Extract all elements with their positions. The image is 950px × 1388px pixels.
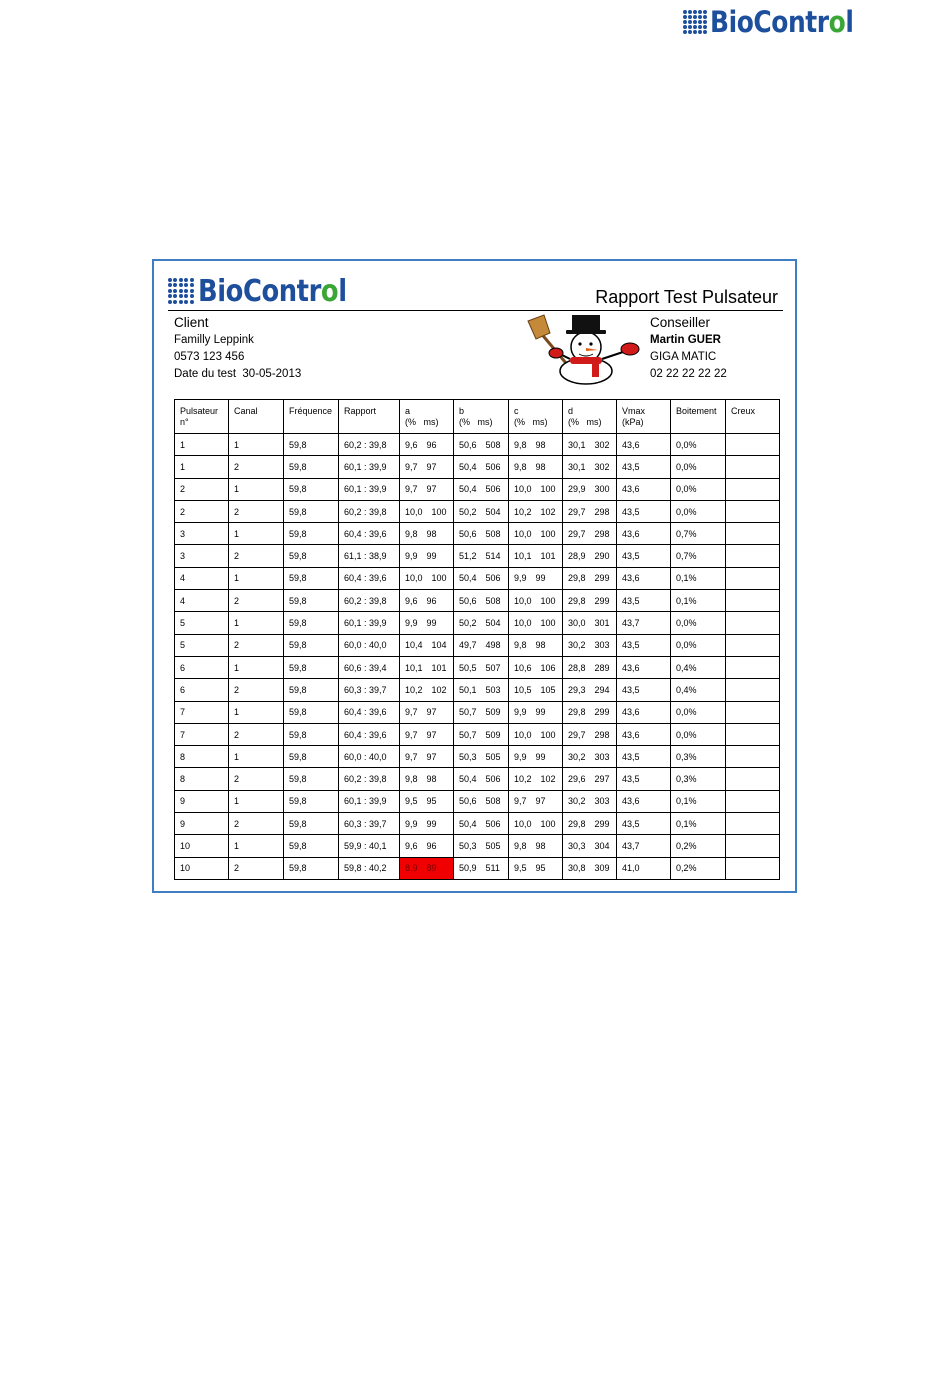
- cell-vmax: 43,6: [617, 434, 671, 456]
- cell-b: 50,2 504: [454, 612, 509, 634]
- cell-pulsateur: 2: [175, 478, 229, 500]
- cell-a: 9,6 96: [400, 434, 454, 456]
- cell-c: 9,8 98: [509, 835, 563, 857]
- cell-c: 10,1 101: [509, 545, 563, 567]
- cell-creux: [726, 434, 780, 456]
- cell-canal: 2: [229, 456, 284, 478]
- cell-boitement: 0,1%: [671, 790, 726, 812]
- cell-b: 50,6 508: [454, 590, 509, 612]
- cell-b: 50,3 505: [454, 746, 509, 768]
- brand-wordmark: BioControl: [198, 273, 347, 309]
- cell-creux: [726, 701, 780, 723]
- cell-rapport: 60,0 : 40,0: [339, 634, 400, 656]
- cell-b: 50,1 503: [454, 679, 509, 701]
- cell-pulsateur: 10: [175, 835, 229, 857]
- cell-canal: 2: [229, 768, 284, 790]
- table-row: [175, 701, 780, 723]
- column-header: Rapport: [339, 400, 400, 434]
- cell-canal: 2: [229, 857, 284, 879]
- cell-canal: 2: [229, 590, 284, 612]
- cell-a: 9,9 99: [400, 612, 454, 634]
- cell-d: 30,8 309: [563, 857, 617, 879]
- cell-boitement: 0,1%: [671, 813, 726, 835]
- table-row: [175, 746, 780, 768]
- cell-rapport: 60,6 : 39,4: [339, 656, 400, 678]
- table-row: [175, 434, 780, 456]
- cell-boitement: 0,3%: [671, 768, 726, 790]
- cell-d: 28,9 290: [563, 545, 617, 567]
- cell-rapport: 61,1 : 38,9: [339, 545, 400, 567]
- cell-a: 10,0 100: [400, 500, 454, 522]
- cell-a: 9,7 97: [400, 723, 454, 745]
- cell-creux: [726, 723, 780, 745]
- cell-rapport: 60,2 : 39,8: [339, 590, 400, 612]
- cell-creux: [726, 634, 780, 656]
- cell-pulsateur: 6: [175, 656, 229, 678]
- cell-boitement: 0,0%: [671, 634, 726, 656]
- cell-pulsateur: 4: [175, 567, 229, 589]
- cell-frequence: 59,8: [284, 567, 339, 589]
- table-row: [175, 656, 780, 678]
- cell-pulsateur: 3: [175, 545, 229, 567]
- table-row: [175, 523, 780, 545]
- cell-c: 9,9 99: [509, 746, 563, 768]
- cell-creux: [726, 768, 780, 790]
- cell-boitement: 0,2%: [671, 835, 726, 857]
- table-header-row: [175, 400, 780, 434]
- cell-a: 10,2 102: [400, 679, 454, 701]
- cell-canal: 2: [229, 500, 284, 522]
- report-title: Rapport Test Pulsateur: [595, 287, 778, 307]
- cell-a: 9,7 97: [400, 746, 454, 768]
- brand-wordmark: BioControl: [710, 5, 854, 39]
- cell-creux: [726, 746, 780, 768]
- cell-pulsateur: 1: [175, 456, 229, 478]
- cell-canal: 1: [229, 656, 284, 678]
- cell-b: 50,7 509: [454, 723, 509, 745]
- cell-creux: [726, 523, 780, 545]
- cell-vmax: 43,5: [617, 590, 671, 612]
- column-header: Vmax (kPa): [617, 400, 671, 434]
- cell-canal: 1: [229, 567, 284, 589]
- cell-frequence: 59,8: [284, 768, 339, 790]
- cell-creux: [726, 590, 780, 612]
- report-brand-logo: [168, 275, 371, 307]
- cell-frequence: 59,8: [284, 790, 339, 812]
- client-phone: 0573 123 456: [174, 351, 245, 363]
- cell-b: 49,7 498: [454, 634, 509, 656]
- cell-canal: 1: [229, 701, 284, 723]
- table-row: [175, 835, 780, 857]
- report-panel: [152, 259, 797, 893]
- cell-creux: [726, 500, 780, 522]
- cell-frequence: 59,8: [284, 746, 339, 768]
- cell-canal: 1: [229, 434, 284, 456]
- cell-c: 9,9 99: [509, 701, 563, 723]
- conseiller-block: [650, 314, 727, 383]
- table-row: [175, 500, 780, 522]
- cell-canal: 2: [229, 679, 284, 701]
- cell-vmax: 43,5: [617, 679, 671, 701]
- table-row: [175, 456, 780, 478]
- cell-canal: 1: [229, 478, 284, 500]
- cell-pulsateur: 1: [175, 434, 229, 456]
- cell-c: 10,2 102: [509, 500, 563, 522]
- table-row: [175, 478, 780, 500]
- cell-a: 9,9 99: [400, 545, 454, 567]
- cell-a: 9,5 95: [400, 790, 454, 812]
- cell-c: 9,9 99: [509, 567, 563, 589]
- cell-vmax: 43,6: [617, 478, 671, 500]
- cell-boitement: 0,0%: [671, 612, 726, 634]
- client-name: Familly Leppink: [174, 334, 254, 346]
- cell-d: 30,2 303: [563, 634, 617, 656]
- cell-d: 29,8 299: [563, 813, 617, 835]
- logo-dots-icon: [683, 10, 707, 34]
- cell-vmax: 43,7: [617, 612, 671, 634]
- test-date: Date du test 30-05-2013: [174, 368, 302, 380]
- cell-boitement: 0,1%: [671, 567, 726, 589]
- cell-d: 30,0 301: [563, 612, 617, 634]
- cell-a: 9,6 96: [400, 835, 454, 857]
- cell-canal: 1: [229, 746, 284, 768]
- cell-frequence: 59,8: [284, 723, 339, 745]
- cell-pulsateur: 9: [175, 790, 229, 812]
- cell-vmax: 43,6: [617, 723, 671, 745]
- logo-dots-icon: [168, 278, 194, 304]
- cell-a: 8,9 89: [400, 857, 454, 879]
- cell-b: 50,5 507: [454, 656, 509, 678]
- cell-b: 50,4 506: [454, 456, 509, 478]
- cell-c: 9,5 95: [509, 857, 563, 879]
- cell-creux: [726, 835, 780, 857]
- cell-a: 10,0 100: [400, 567, 454, 589]
- cell-frequence: 59,8: [284, 813, 339, 835]
- cell-vmax: 41,0: [617, 857, 671, 879]
- cell-pulsateur: 7: [175, 701, 229, 723]
- cell-b: 50,9 511: [454, 857, 509, 879]
- cell-b: 51,2 514: [454, 545, 509, 567]
- cell-c: 10,2 102: [509, 768, 563, 790]
- cell-frequence: 59,8: [284, 679, 339, 701]
- cell-rapport: 60,2 : 39,8: [339, 500, 400, 522]
- cell-creux: [726, 790, 780, 812]
- cell-frequence: 59,8: [284, 634, 339, 656]
- cell-d: 29,6 297: [563, 768, 617, 790]
- cell-c: 9,8 98: [509, 634, 563, 656]
- cell-boitement: 0,4%: [671, 656, 726, 678]
- cell-boitement: 0,7%: [671, 545, 726, 567]
- cell-frequence: 59,8: [284, 590, 339, 612]
- cell-a: 9,6 96: [400, 590, 454, 612]
- cell-a: 9,7 97: [400, 456, 454, 478]
- cell-frequence: 59,8: [284, 434, 339, 456]
- cell-creux: [726, 478, 780, 500]
- cell-creux: [726, 612, 780, 634]
- cell-rapport: 60,0 : 40,0: [339, 746, 400, 768]
- cell-vmax: 43,6: [617, 567, 671, 589]
- cell-d: 29,8 299: [563, 701, 617, 723]
- column-header: Canal: [229, 400, 284, 434]
- cell-boitement: 0,0%: [671, 456, 726, 478]
- cell-canal: 1: [229, 835, 284, 857]
- cell-pulsateur: 6: [175, 679, 229, 701]
- column-header: Creux: [726, 400, 780, 434]
- table-row: [175, 790, 780, 812]
- cell-b: 50,2 504: [454, 500, 509, 522]
- cell-rapport: 60,4 : 39,6: [339, 723, 400, 745]
- cell-vmax: 43,5: [617, 545, 671, 567]
- brand-logo-top: [683, 6, 877, 38]
- cell-vmax: 43,5: [617, 813, 671, 835]
- cell-canal: 2: [229, 545, 284, 567]
- cell-c: 10,0 100: [509, 590, 563, 612]
- cell-c: 10,0 100: [509, 723, 563, 745]
- conseiller-company: GIGA MATIC: [650, 351, 717, 363]
- cell-boitement: 0,3%: [671, 746, 726, 768]
- cell-boitement: 0,0%: [671, 723, 726, 745]
- cell-creux: [726, 545, 780, 567]
- cell-creux: [726, 656, 780, 678]
- title-divider: [168, 310, 783, 311]
- table-row: [175, 813, 780, 835]
- cell-pulsateur: 10: [175, 857, 229, 879]
- cell-vmax: 43,5: [617, 634, 671, 656]
- cell-creux: [726, 567, 780, 589]
- cell-c: 9,8 98: [509, 434, 563, 456]
- client-block: [174, 314, 301, 383]
- cell-vmax: 43,7: [617, 835, 671, 857]
- cell-rapport: 60,1 : 39,9: [339, 790, 400, 812]
- table-row: [175, 679, 780, 701]
- cell-b: 50,6 508: [454, 523, 509, 545]
- cell-vmax: 43,5: [617, 746, 671, 768]
- cell-d: 29,7 298: [563, 723, 617, 745]
- cell-b: 50,4 506: [454, 813, 509, 835]
- cell-frequence: 59,8: [284, 835, 339, 857]
- cell-b: 50,3 505: [454, 835, 509, 857]
- cell-c: 9,7 97: [509, 790, 563, 812]
- cell-rapport: 59,8 : 40,2: [339, 857, 400, 879]
- cell-boitement: 0,7%: [671, 523, 726, 545]
- cell-b: 50,4 506: [454, 768, 509, 790]
- cell-canal: 2: [229, 723, 284, 745]
- cell-d: 29,9 300: [563, 478, 617, 500]
- table-row: [175, 545, 780, 567]
- cell-pulsateur: 4: [175, 590, 229, 612]
- table-row: [175, 567, 780, 589]
- cell-b: 50,6 508: [454, 434, 509, 456]
- cell-d: 30,1 302: [563, 456, 617, 478]
- cell-creux: [726, 857, 780, 879]
- cell-creux: [726, 679, 780, 701]
- cell-pulsateur: 3: [175, 523, 229, 545]
- cell-frequence: 59,8: [284, 612, 339, 634]
- column-header: Boitement: [671, 400, 726, 434]
- cell-boitement: 0,0%: [671, 500, 726, 522]
- cell-frequence: 59,8: [284, 456, 339, 478]
- cell-creux: [726, 813, 780, 835]
- cell-d: 30,1 302: [563, 434, 617, 456]
- cell-frequence: 59,8: [284, 545, 339, 567]
- cell-frequence: 59,8: [284, 478, 339, 500]
- pulsator-table: [174, 399, 780, 880]
- cell-rapport: 60,3 : 39,7: [339, 679, 400, 701]
- cell-a: 10,1 101: [400, 656, 454, 678]
- cell-rapport: 60,4 : 39,6: [339, 701, 400, 723]
- cell-rapport: 60,4 : 39,6: [339, 523, 400, 545]
- conseiller-phone: 02 22 22 22 22: [650, 368, 727, 380]
- cell-boitement: 0,0%: [671, 701, 726, 723]
- cell-rapport: 60,1 : 39,9: [339, 456, 400, 478]
- cell-d: 30,3 304: [563, 835, 617, 857]
- cell-canal: 2: [229, 813, 284, 835]
- cell-rapport: 60,1 : 39,9: [339, 612, 400, 634]
- cell-boitement: 0,1%: [671, 590, 726, 612]
- cell-a: 9,8 98: [400, 523, 454, 545]
- cell-pulsateur: 5: [175, 634, 229, 656]
- column-header: d (% ms): [563, 400, 617, 434]
- cell-vmax: 43,6: [617, 656, 671, 678]
- cell-frequence: 59,8: [284, 701, 339, 723]
- cell-d: 29,7 298: [563, 500, 617, 522]
- column-header: Pulsateur n°: [175, 400, 229, 434]
- cell-pulsateur: 8: [175, 768, 229, 790]
- cell-a: 9,7 97: [400, 478, 454, 500]
- cell-c: 10,0 100: [509, 478, 563, 500]
- cell-canal: 2: [229, 634, 284, 656]
- cell-c: 10,5 105: [509, 679, 563, 701]
- cell-pulsateur: 7: [175, 723, 229, 745]
- cell-c: 10,0 100: [509, 813, 563, 835]
- cell-a: 9,7 97: [400, 701, 454, 723]
- cell-b: 50,7 509: [454, 701, 509, 723]
- cell-frequence: 59,8: [284, 500, 339, 522]
- cell-d: 29,8 299: [563, 567, 617, 589]
- cell-a: 10,4 104: [400, 634, 454, 656]
- table-row: [175, 723, 780, 745]
- cell-frequence: 59,8: [284, 857, 339, 879]
- cell-vmax: 43,5: [617, 456, 671, 478]
- table-row: [175, 612, 780, 634]
- cell-vmax: 43,5: [617, 500, 671, 522]
- cell-pulsateur: 2: [175, 500, 229, 522]
- cell-canal: 1: [229, 612, 284, 634]
- cell-vmax: 43,5: [617, 768, 671, 790]
- cell-b: 50,4 506: [454, 478, 509, 500]
- cell-a: 9,9 99: [400, 813, 454, 835]
- table-row: [175, 857, 780, 879]
- table-row: [175, 590, 780, 612]
- cell-boitement: 0,0%: [671, 478, 726, 500]
- column-header: Fréquence: [284, 400, 339, 434]
- cell-rapport: 60,1 : 39,9: [339, 478, 400, 500]
- cell-rapport: 60,4 : 39,6: [339, 567, 400, 589]
- column-header: a (% ms): [400, 400, 454, 434]
- cell-d: 30,2 303: [563, 746, 617, 768]
- cell-vmax: 43,6: [617, 790, 671, 812]
- cell-a: 9,8 98: [400, 768, 454, 790]
- cell-vmax: 43,6: [617, 523, 671, 545]
- cell-boitement: 0,2%: [671, 857, 726, 879]
- cell-d: 29,8 299: [563, 590, 617, 612]
- conseiller-heading: Conseiller: [650, 315, 711, 330]
- cell-c: 10,0 100: [509, 523, 563, 545]
- cell-b: 50,6 508: [454, 790, 509, 812]
- cell-d: 29,3 294: [563, 679, 617, 701]
- cell-creux: [726, 456, 780, 478]
- cell-pulsateur: 8: [175, 746, 229, 768]
- cell-rapport: 60,3 : 39,7: [339, 813, 400, 835]
- column-header: c (% ms): [509, 400, 563, 434]
- cell-pulsateur: 9: [175, 813, 229, 835]
- cell-pulsateur: 5: [175, 612, 229, 634]
- cell-c: 10,0 100: [509, 612, 563, 634]
- table-row: [175, 768, 780, 790]
- cell-frequence: 59,8: [284, 523, 339, 545]
- cell-rapport: 60,2 : 39,8: [339, 434, 400, 456]
- cell-vmax: 43,6: [617, 701, 671, 723]
- cell-rapport: 60,2 : 39,8: [339, 768, 400, 790]
- snowman-illustration: [526, 313, 644, 385]
- cell-d: 30,2 303: [563, 790, 617, 812]
- cell-c: 10,6 106: [509, 656, 563, 678]
- client-heading: Client: [174, 315, 209, 330]
- cell-b: 50,4 506: [454, 567, 509, 589]
- cell-boitement: 0,0%: [671, 434, 726, 456]
- conseiller-name: Martin GUER: [650, 334, 721, 346]
- cell-frequence: 59,8: [284, 656, 339, 678]
- cell-d: 28,8 289: [563, 656, 617, 678]
- column-header: b (% ms): [454, 400, 509, 434]
- cell-d: 29,7 298: [563, 523, 617, 545]
- cell-c: 9,8 98: [509, 456, 563, 478]
- cell-rapport: 59,9 : 40,1: [339, 835, 400, 857]
- cell-canal: 1: [229, 790, 284, 812]
- cell-boitement: 0,4%: [671, 679, 726, 701]
- table-row: [175, 634, 780, 656]
- cell-canal: 1: [229, 523, 284, 545]
